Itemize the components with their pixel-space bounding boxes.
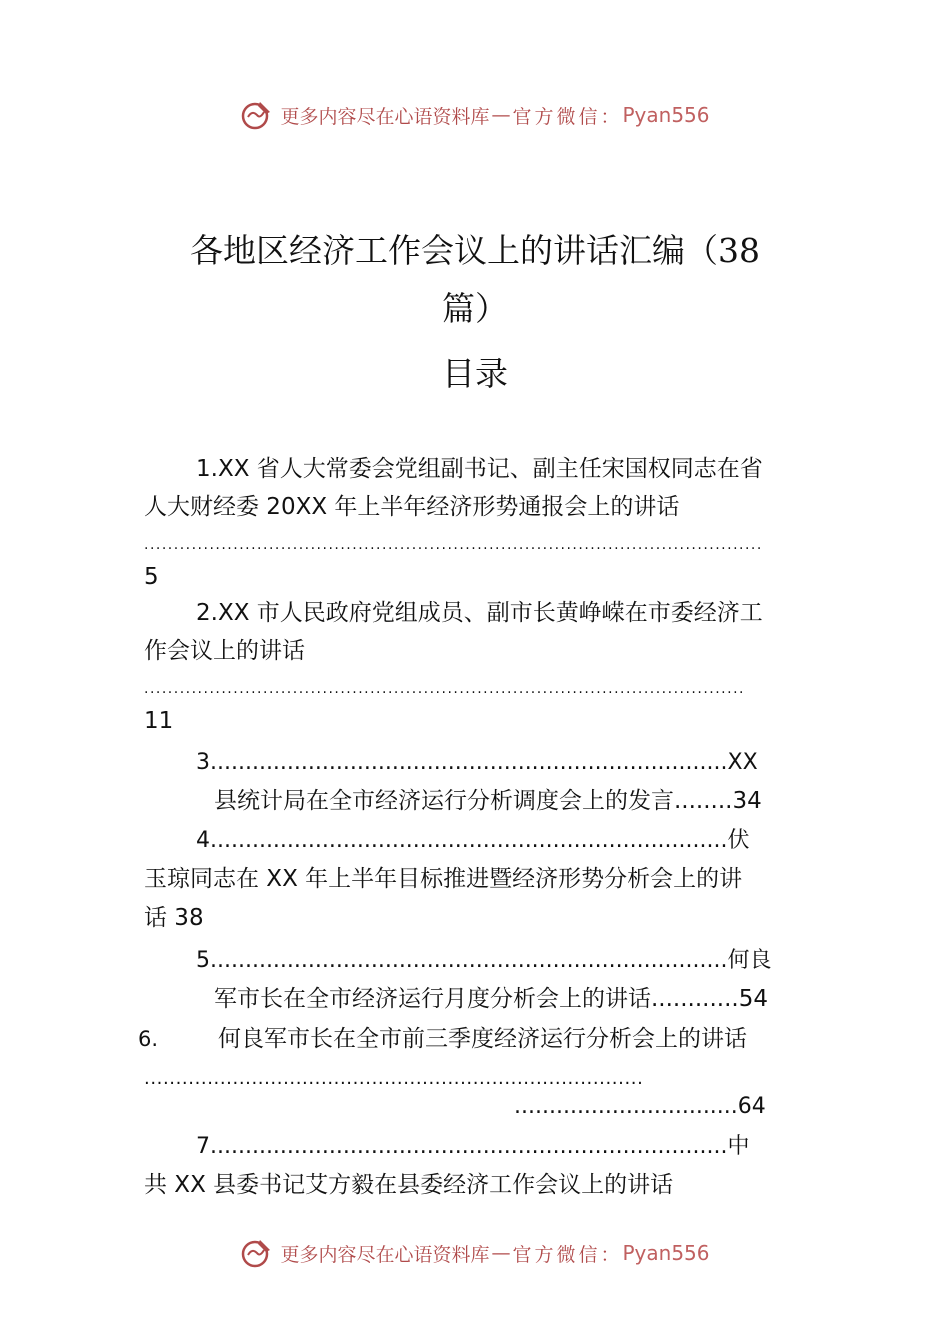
- toc-item-5-line1[interactable]: 5..........................................................................何良: [196, 948, 772, 973]
- footer-banner: [0, 1233, 950, 1273]
- toc-item-3-line2[interactable]: 县统计局在全市经济运行分析调度会上的发言........34: [214, 788, 762, 814]
- title-number: 38: [718, 231, 760, 270]
- banner-text: 更多内容尽在心语资料库: [280, 105, 490, 128]
- banner-account: Pyan556: [622, 1241, 710, 1265]
- toc-item-6-line1[interactable]: 何良军市长在全市前三季度经济运行分析会上的讲话: [218, 1026, 747, 1052]
- toc-item-4-line2[interactable]: 玉琼同志在 XX 年上半年目标推进暨经济形势分析会上的讲: [144, 866, 743, 892]
- title-line2: 篇）: [442, 289, 508, 328]
- toc-item-2-page: 11: [144, 708, 174, 734]
- toc-item-6-page: ................................64: [514, 1094, 766, 1119]
- toc-item-1-line2[interactable]: 人大财经委 20XX 年上半年经济形势通报会上的讲话: [144, 494, 680, 520]
- toc-item-3-line1[interactable]: 3..........................................................................XX: [196, 750, 758, 775]
- toc-item-1-page: 5: [144, 564, 159, 590]
- banner-wechat-label: 官方微信：: [512, 1243, 623, 1266]
- toc-item-7-line1[interactable]: 7..........................................................................中: [196, 1134, 750, 1159]
- toc-item-2-line2[interactable]: 作会议上的讲话: [144, 638, 305, 664]
- toc-item-4-line3[interactable]: 话 38: [144, 905, 204, 931]
- toc-item-6-dots: ...............................................................................: [144, 1068, 644, 1089]
- toc-item-1-dots: ........................................................................................................: [144, 537, 763, 553]
- toc-item-6-number: 6.: [138, 1027, 159, 1051]
- toc-item-1-line1[interactable]: 1.XX 省人大常委会党组副书记、副主任宋国权同志在省: [196, 456, 763, 482]
- toc-item-4-line1[interactable]: 4..........................................................................伏: [196, 828, 750, 853]
- toc-item-2-line1[interactable]: 2.XX 市人民政府党组成员、副市长黄峥嵘在市委经济工: [196, 600, 763, 626]
- banner-wechat-label: 官方微信：: [512, 105, 623, 128]
- banner-separator: —: [491, 104, 511, 126]
- pen-logo-icon: [240, 1236, 274, 1270]
- toc-item-2-dots: .....................................................................................................: [144, 681, 745, 697]
- toc-heading: 目录: [442, 354, 508, 393]
- banner-separator: —: [491, 1242, 511, 1264]
- toc-item-7-line2[interactable]: 共 XX 县委书记艾方毅在县委经济工作会议上的讲话: [144, 1172, 674, 1198]
- toc-item-5-line2[interactable]: 军市长在全市经济运行月度分析会上的讲话............54: [214, 986, 768, 1012]
- title-line1: 各地区经济工作会议上的讲话汇编（: [190, 231, 718, 270]
- banner-text: 更多内容尽在心语资料库: [280, 1243, 490, 1266]
- banner-account: Pyan556: [622, 103, 710, 127]
